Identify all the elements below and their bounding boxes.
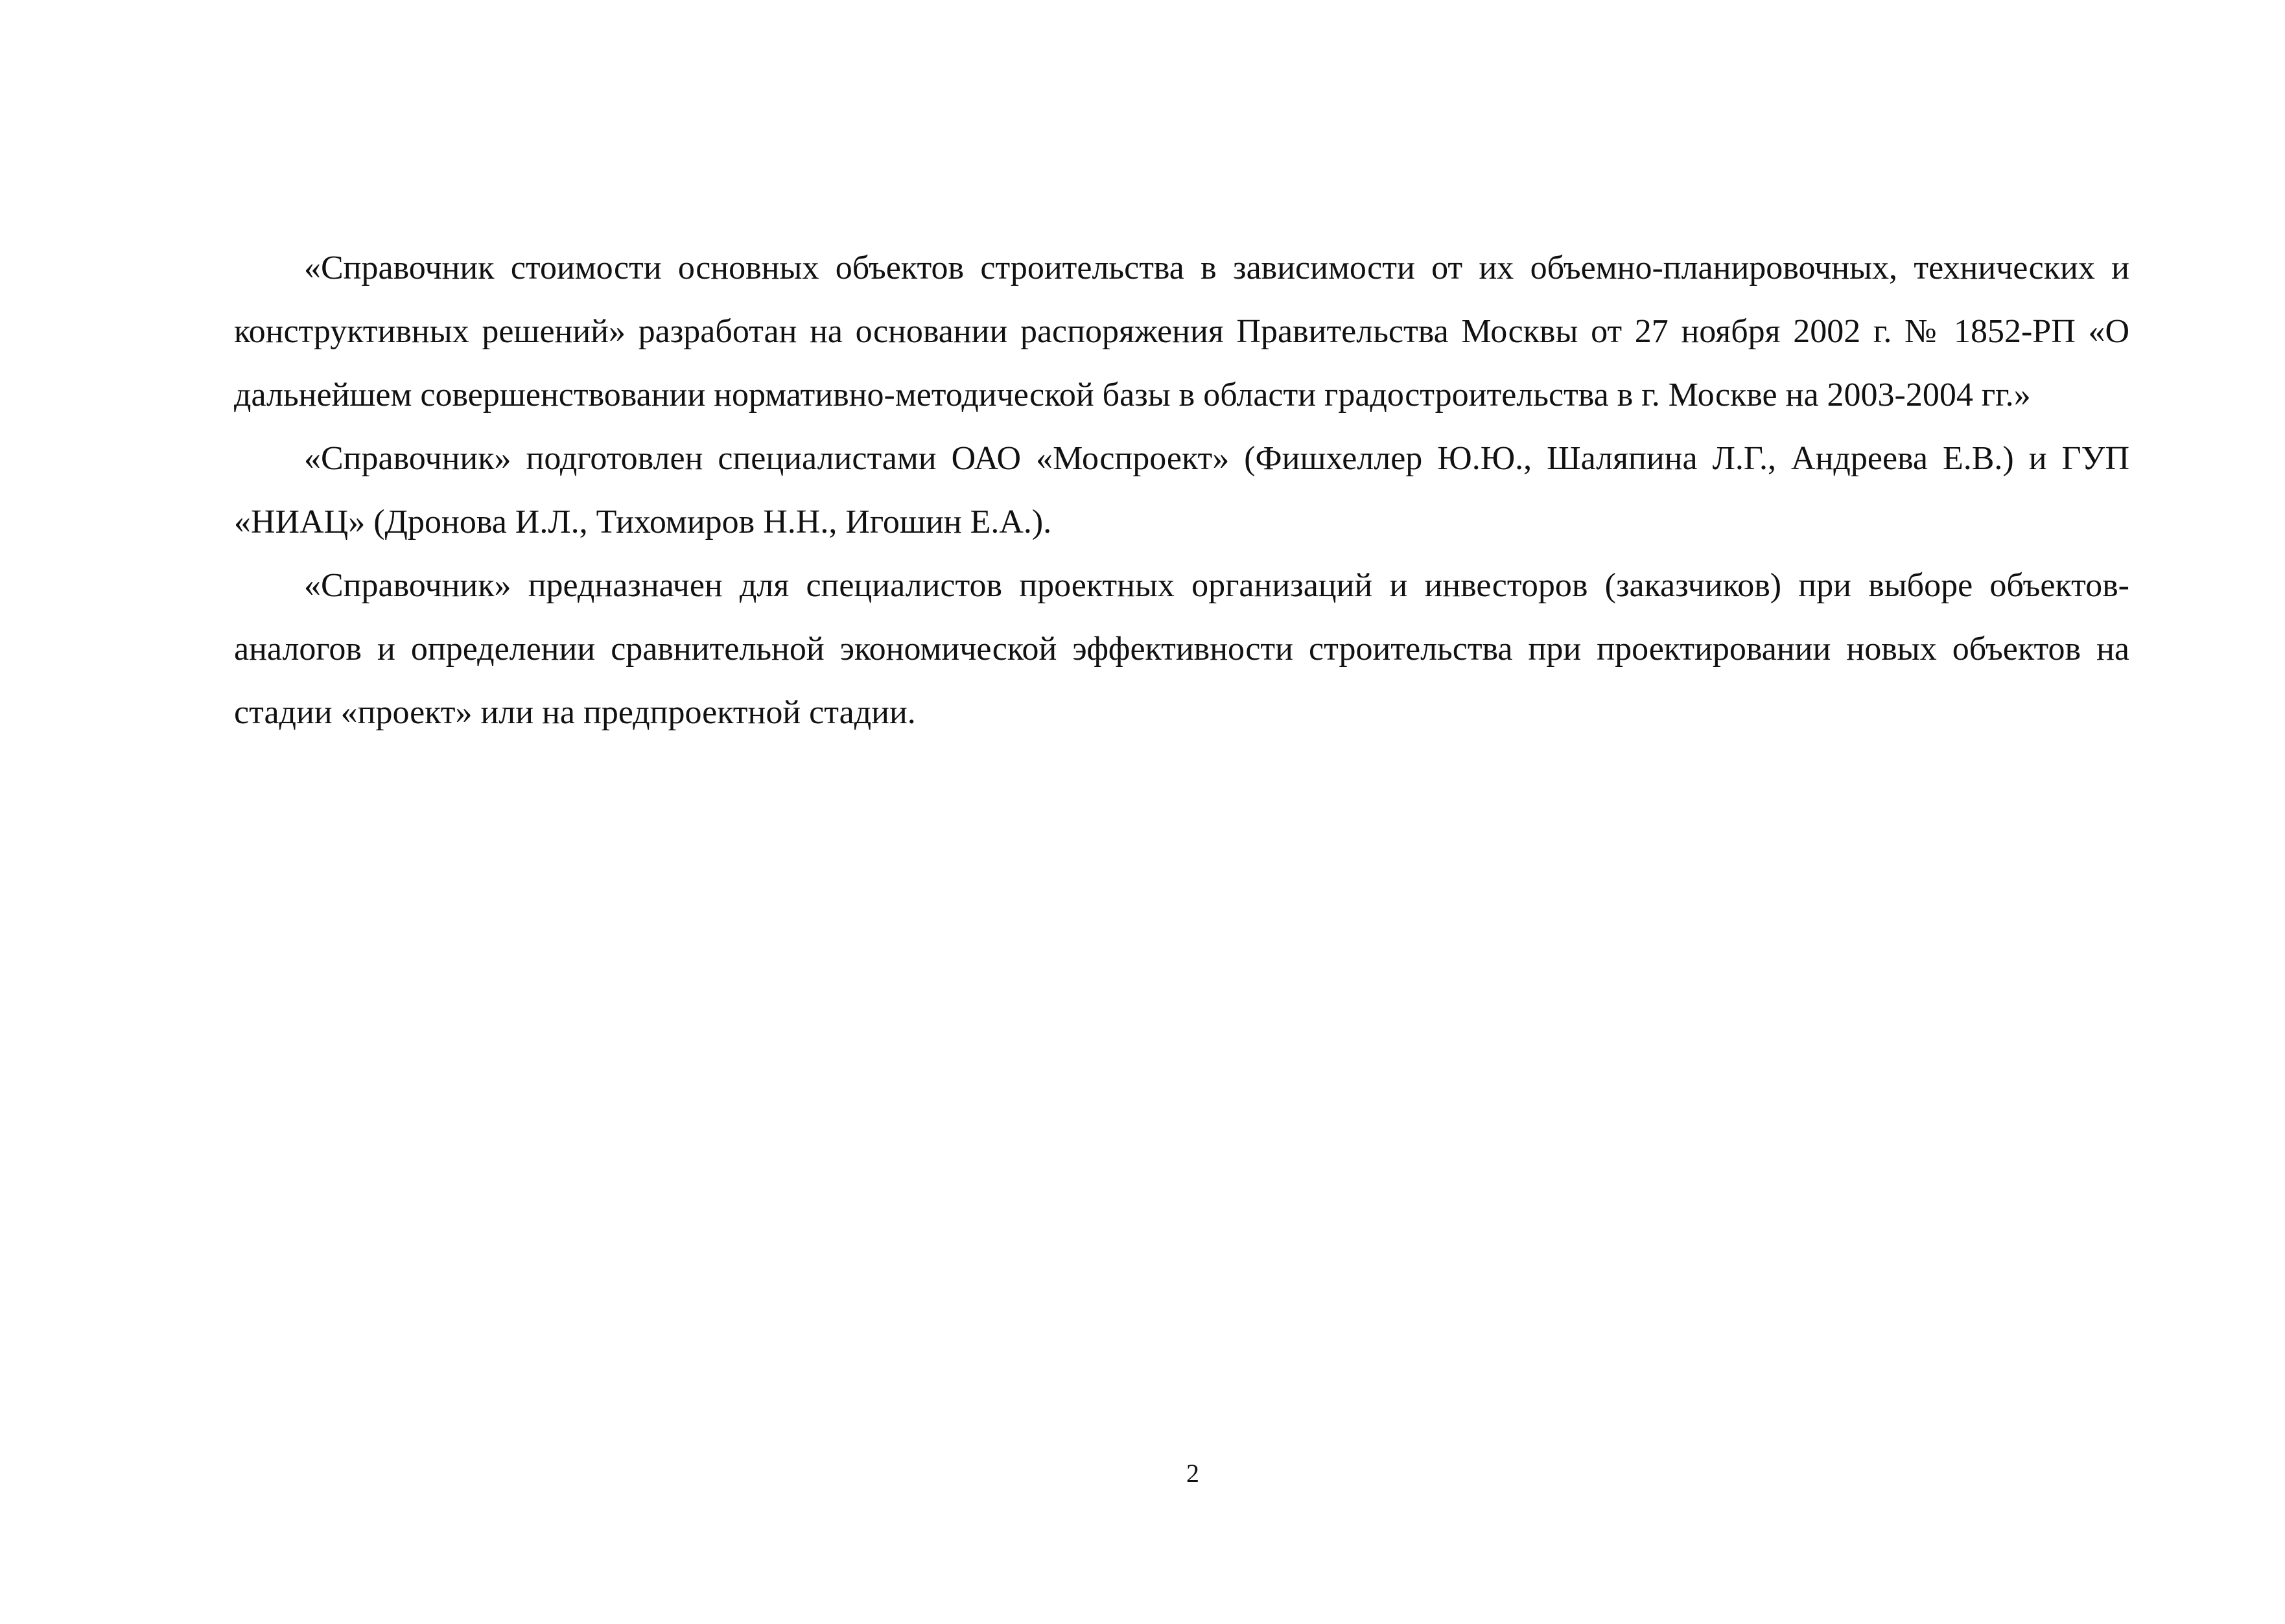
page-number: 2: [1186, 1459, 1199, 1488]
paragraph-legal-basis: «Справочник стоимости основных объектов строительства в зависимости от их объемно-планировочных, технических и конструктивных решений» разработан на основании распоряжения Правительства Москвы от 27 ноября 2002 г. № 1852-РП «О дальнейшем совершенствовании нормативно-методической базы в области градостроительства в г. Москве на 2003-2004 гг.»: [234, 249, 2129, 413]
paragraph-purpose: «Справочник» предназначен для специалистов проектных организаций и инвесторов (заказчиков) при выборе объектов-аналогов и определении сравнительной экономической эффективности строительства при проектировании новых объектов на стадии «проект» или на предпроектной стадии.: [234, 567, 2129, 731]
document-body: [234, 237, 2129, 745]
paragraph-authors: «Справочник» подготовлен специалистами ОАО «Моспроект» (Фишхеллер Ю.Ю., Шаляпина Л.Г., Андреева Е.В.) и ГУП «НИАЦ» (Дронова И.Л., Тихомиров Н.Н., Игошин Е.А.).: [234, 440, 2129, 540]
